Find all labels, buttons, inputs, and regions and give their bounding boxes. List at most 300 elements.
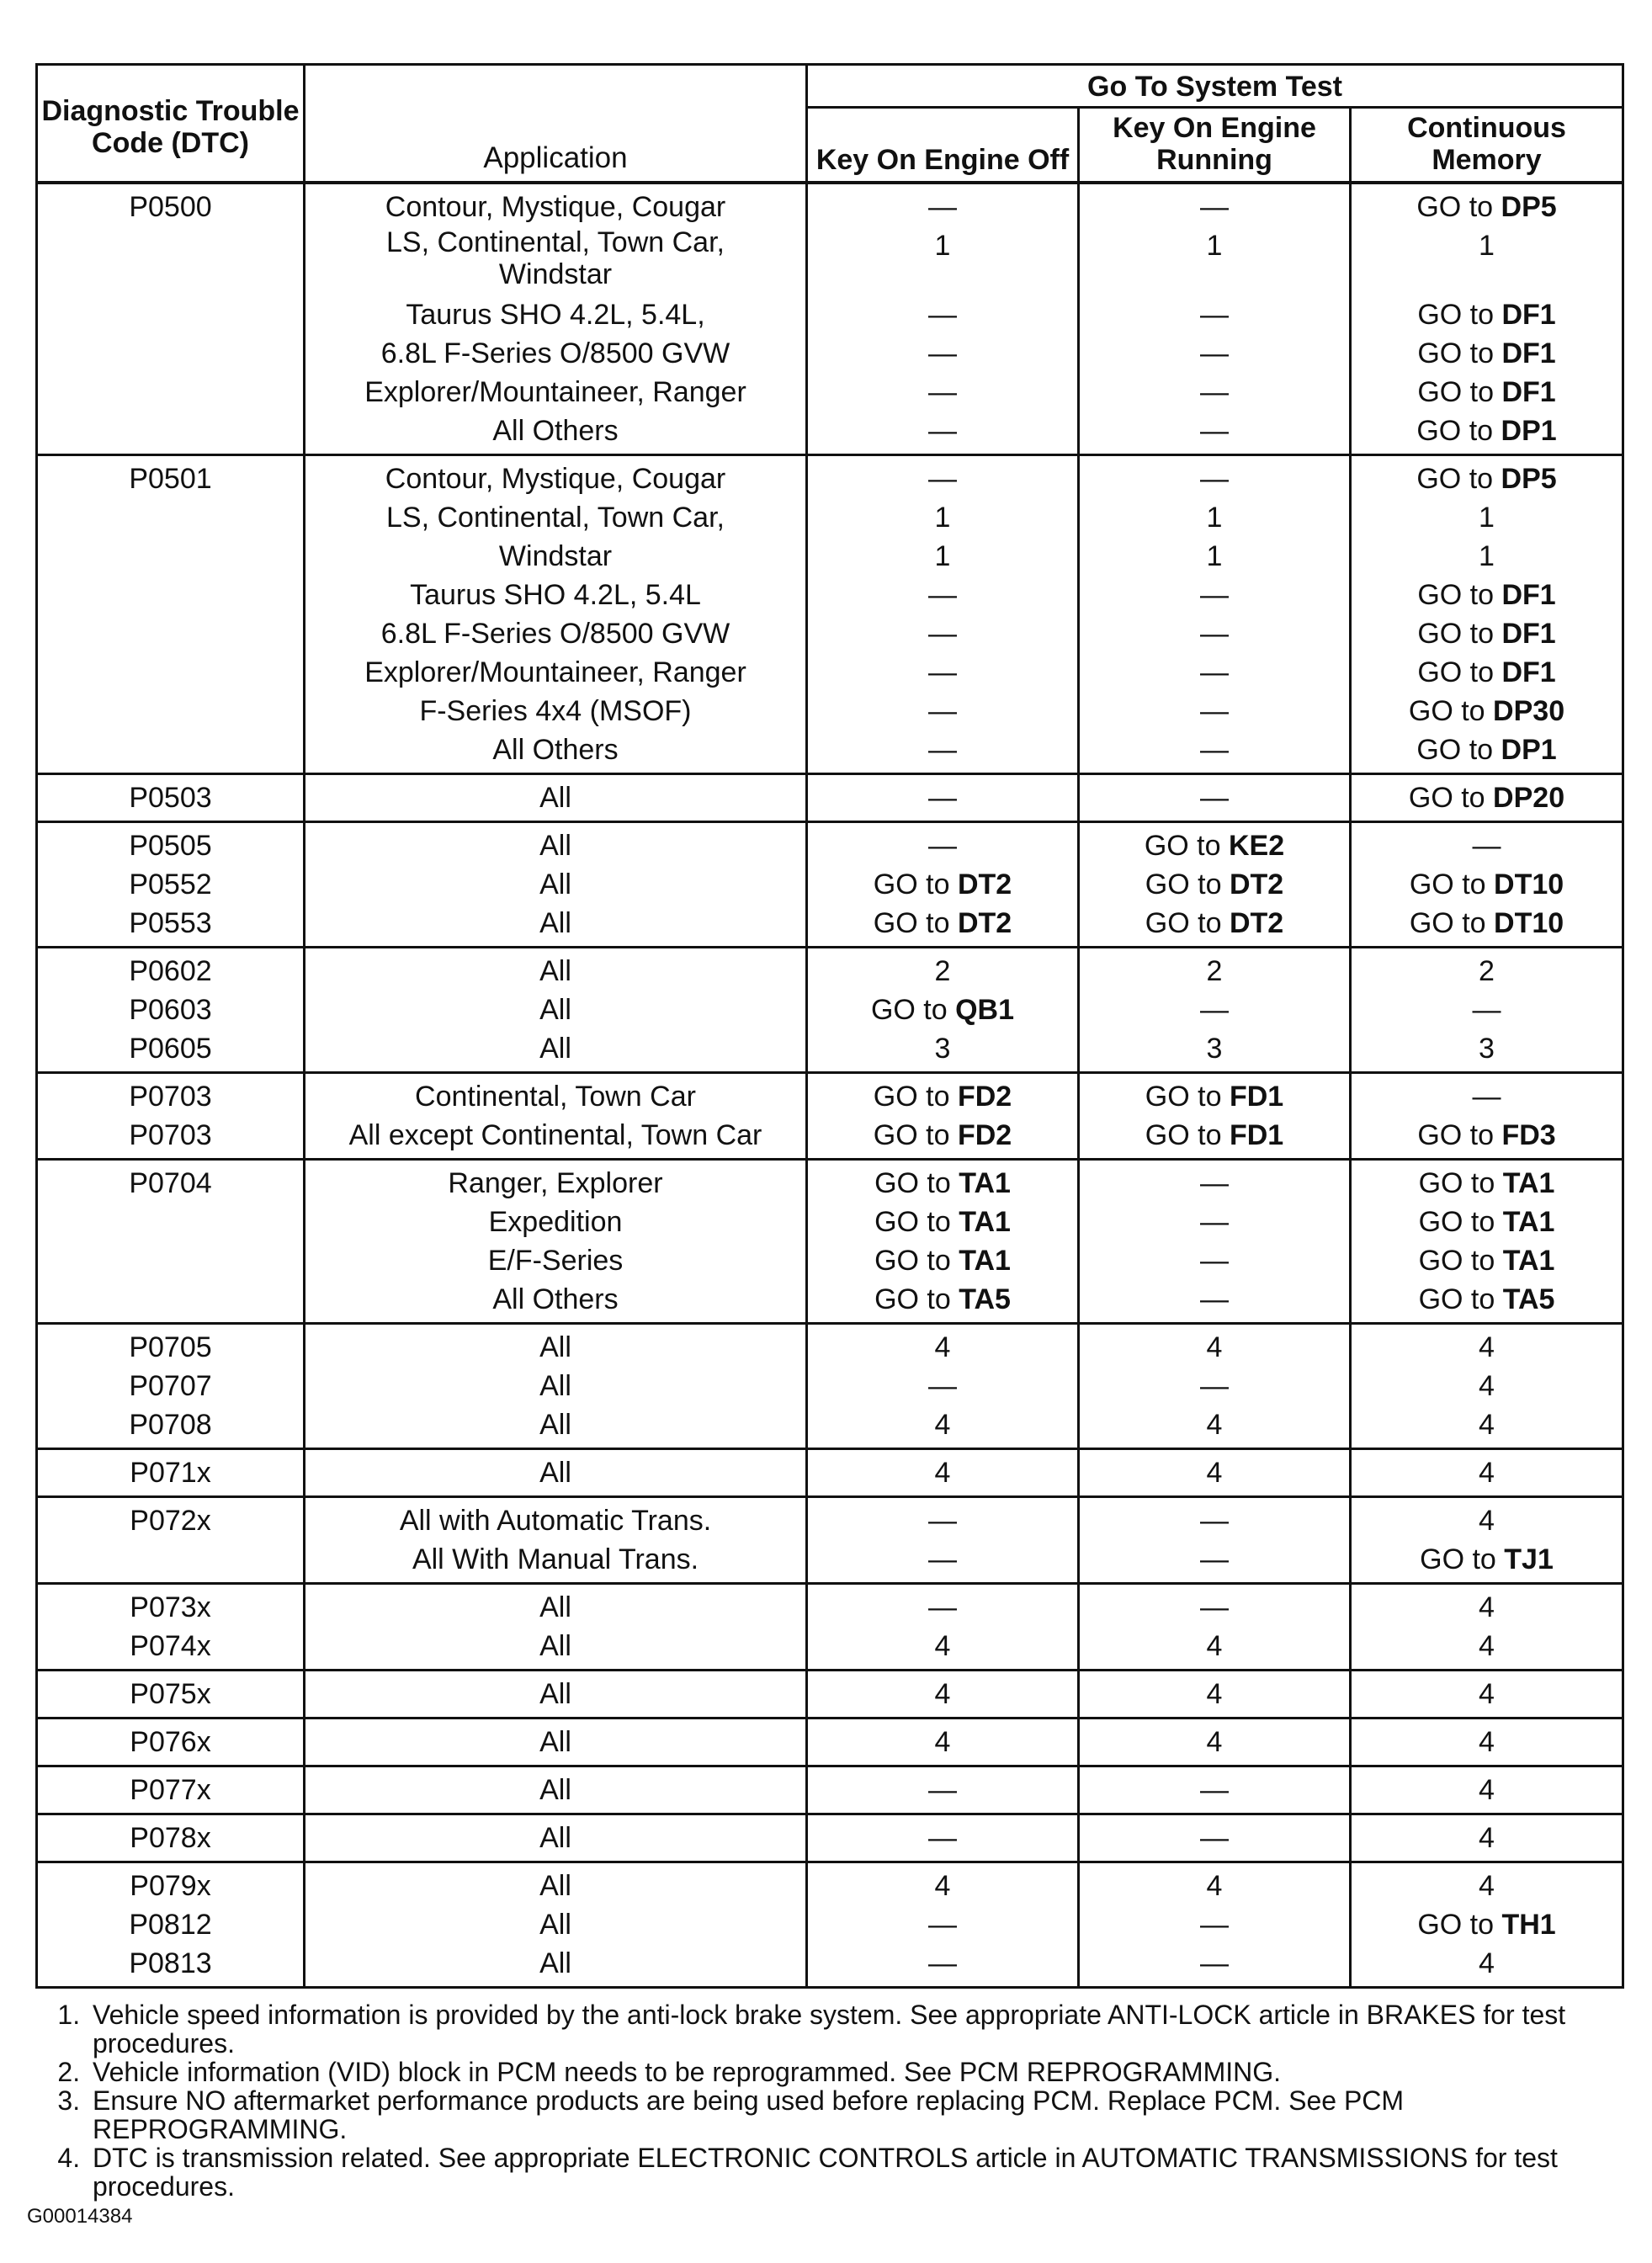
dtc-code: P078x: [37, 1814, 305, 1862]
cell-koeo: 4: [807, 1324, 1079, 1368]
application: All: [305, 1862, 807, 1906]
header-koeo: Key On Engine Off: [807, 108, 1079, 183]
application: All: [305, 1367, 807, 1405]
test-target: DP5: [1501, 463, 1557, 495]
application: All: [305, 1584, 807, 1628]
test-target: DT2: [1229, 869, 1284, 900]
header-system-test: Go To System Test: [807, 65, 1623, 108]
dtc-group: [37, 1584, 1623, 1671]
application: Contour, Mystique, Cougar: [305, 455, 807, 499]
table-row: [37, 373, 1623, 412]
cell-koeo: 1: [807, 537, 1079, 576]
application: Taurus SHO 4.2L, 5.4L: [305, 576, 807, 614]
application: All Others: [305, 412, 807, 455]
test-target: DF1: [1501, 337, 1556, 369]
cell-koeo: 1: [807, 498, 1079, 537]
dtc-code: [37, 1280, 305, 1324]
cell-cm: —: [1351, 991, 1623, 1029]
table-row: [37, 948, 1623, 991]
cell-cm: 4: [1351, 1405, 1623, 1449]
dtc-code: [37, 1203, 305, 1241]
dtc-code: P0812: [37, 1905, 305, 1944]
cell-cm: 4: [1351, 1449, 1623, 1497]
dtc-group: [37, 1718, 1623, 1766]
test-target: FD1: [1229, 1081, 1284, 1113]
table-row: [37, 1160, 1623, 1203]
cell-koeo: 4: [807, 1671, 1079, 1718]
cell-koer: 4: [1079, 1627, 1351, 1671]
dtc-group: [37, 1814, 1623, 1862]
cell-cm: —: [1351, 1073, 1623, 1117]
cell-koeo: —: [807, 1766, 1079, 1814]
footnote: 1. Vehicle speed information is provided by the anti-lock brake system. See appropriate ANTI-LOCK article in BRAKES for test procedures.: [88, 2000, 1602, 2058]
test-target: FD1: [1229, 1119, 1284, 1151]
table-row: [37, 1814, 1623, 1862]
table-row: [37, 537, 1623, 576]
application: All Others: [305, 730, 807, 774]
application: All Others: [305, 1280, 807, 1324]
table-row: [37, 991, 1623, 1029]
cell-cm: 4: [1351, 1814, 1623, 1862]
dtc-group: [37, 1766, 1623, 1814]
cell-koeo: —: [807, 822, 1079, 866]
cell-koer: 4: [1079, 1718, 1351, 1766]
cell-cm: [1351, 576, 1623, 614]
goto-label: GO to: [1418, 1283, 1495, 1315]
dtc-code: P0505: [37, 822, 305, 866]
table-row: [37, 498, 1623, 537]
cell-cm: [1351, 774, 1623, 822]
cell-cm: 1: [1351, 537, 1623, 576]
application: Ranger, Explorer: [305, 1160, 807, 1203]
goto-label: GO to: [1417, 299, 1495, 331]
goto-label: GO to: [1417, 1119, 1495, 1151]
goto-label: GO to: [1417, 1909, 1495, 1941]
cell-cm: [1351, 730, 1623, 774]
cell-cm: 4: [1351, 1367, 1623, 1405]
application: Taurus SHO 4.2L, 5.4L,: [305, 295, 807, 334]
dtc-group: [37, 1671, 1623, 1718]
dtc-code: [37, 498, 305, 537]
dtc-group: [37, 183, 1623, 455]
dtc-table: [35, 63, 1624, 1989]
cell-koer: —: [1079, 1280, 1351, 1324]
application: All With Manual Trans.: [305, 1540, 807, 1584]
cell-cm: [1351, 295, 1623, 334]
cell-koer: 4: [1079, 1671, 1351, 1718]
cell-cm: 1: [1351, 226, 1623, 295]
cell-cm: [1351, 692, 1623, 730]
cell-koer: —: [1079, 576, 1351, 614]
dtc-code: P0603: [37, 991, 305, 1029]
table-row: [37, 1862, 1623, 1906]
cell-koer: —: [1079, 774, 1351, 822]
test-target: TA1: [959, 1245, 1011, 1277]
application: All: [305, 1718, 807, 1766]
figure-id: G00014384: [27, 2205, 133, 2228]
cell-koeo: —: [807, 373, 1079, 412]
cell-koeo: —: [807, 334, 1079, 373]
test-target: TA5: [1502, 1283, 1555, 1315]
goto-label: GO to: [1409, 907, 1486, 939]
goto-label: GO to: [1416, 463, 1494, 495]
cell-koeo: 4: [807, 1627, 1079, 1671]
cell-koeo: —: [807, 730, 1079, 774]
cell-koeo: —: [807, 1944, 1079, 1988]
application: Continental, Town Car: [305, 1073, 807, 1117]
dtc-code: P075x: [37, 1671, 305, 1718]
document: [35, 63, 1622, 2201]
cell-koeo: —: [807, 774, 1079, 822]
cell-cm: 4: [1351, 1718, 1623, 1766]
dtc-group: [37, 1862, 1623, 1988]
goto-label: GO to: [1145, 1119, 1222, 1151]
table-row: [37, 1944, 1623, 1988]
cell-koer: [1079, 822, 1351, 866]
test-target: DF1: [1501, 376, 1556, 408]
table-row: [37, 774, 1623, 822]
dtc-code: P071x: [37, 1449, 305, 1497]
dtc-code: P0602: [37, 948, 305, 991]
test-target: TA1: [1502, 1167, 1555, 1199]
table-row: [37, 1367, 1623, 1405]
application: All: [305, 1324, 807, 1368]
cell-koeo: —: [807, 1905, 1079, 1944]
cell-koeo: —: [807, 653, 1079, 692]
cell-koeo: [807, 1241, 1079, 1280]
application: All except Continental, Town Car: [305, 1116, 807, 1160]
goto-label: GO to: [874, 1283, 951, 1315]
application: All: [305, 774, 807, 822]
table-row: [37, 455, 1623, 499]
application: All: [305, 1449, 807, 1497]
cell-koer: [1079, 904, 1351, 948]
cell-cm: [1351, 1241, 1623, 1280]
dtc-code: P0703: [37, 1116, 305, 1160]
footnote: 4. DTC is transmission related. See appropriate ELECTRONIC CONTROLS article in AUTOMATIC TRANSMISSIONS for test procedures.: [88, 2143, 1602, 2201]
dtc-group: [37, 822, 1623, 948]
table-row: [37, 1203, 1623, 1241]
test-target: DT2: [957, 869, 1012, 900]
table-row: [37, 1905, 1623, 1944]
cell-koeo: [807, 1203, 1079, 1241]
dtc-code: P0707: [37, 1367, 305, 1405]
cell-koer: 1: [1079, 498, 1351, 537]
cell-koer: —: [1079, 373, 1351, 412]
dtc-code: P0501: [37, 455, 305, 499]
dtc-code: P079x: [37, 1862, 305, 1906]
cell-koer: [1079, 865, 1351, 904]
test-target: DF1: [1501, 579, 1556, 611]
application: All: [305, 1944, 807, 1988]
cell-koeo: [807, 1116, 1079, 1160]
test-target: DT2: [1229, 907, 1284, 939]
application: Windstar: [305, 537, 807, 576]
dtc-group: [37, 455, 1623, 774]
cell-cm: —: [1351, 822, 1623, 866]
dtc-code: [37, 692, 305, 730]
dtc-code: [37, 334, 305, 373]
cell-koeo: [807, 865, 1079, 904]
cell-koer: —: [1079, 1540, 1351, 1584]
dtc-code: P072x: [37, 1497, 305, 1541]
cell-cm: [1351, 412, 1623, 455]
cell-cm: 2: [1351, 948, 1623, 991]
dtc-code: [37, 537, 305, 576]
dtc-code: P0708: [37, 1405, 305, 1449]
test-target: TJ1: [1504, 1543, 1554, 1575]
application: All: [305, 991, 807, 1029]
goto-label: GO to: [1416, 191, 1494, 223]
cell-cm: [1351, 1280, 1623, 1324]
goto-label: GO to: [1145, 907, 1222, 939]
cell-cm: [1351, 904, 1623, 948]
cell-koer: 3: [1079, 1029, 1351, 1073]
cell-cm: 4: [1351, 1497, 1623, 1541]
cell-koer: —: [1079, 1497, 1351, 1541]
cell-koeo: [807, 991, 1079, 1029]
cell-cm: [1351, 334, 1623, 373]
test-target: TA5: [959, 1283, 1011, 1315]
dtc-code: P0605: [37, 1029, 305, 1073]
cell-cm: 3: [1351, 1029, 1623, 1073]
test-target: DP1: [1501, 415, 1557, 447]
goto-label: GO to: [1416, 415, 1494, 447]
test-target: DF1: [1501, 618, 1556, 650]
goto-label: GO to: [1145, 1081, 1222, 1113]
cell-koer: —: [1079, 991, 1351, 1029]
goto-label: GO to: [874, 1245, 951, 1277]
dtc-code: P0552: [37, 865, 305, 904]
table-row: [37, 183, 1623, 226]
test-target: TA1: [1502, 1245, 1555, 1277]
goto-label: GO to: [873, 869, 950, 900]
dtc-code: [37, 226, 305, 295]
footnotes: [35, 2000, 1602, 2201]
cell-koeo: —: [807, 412, 1079, 455]
cell-koer: —: [1079, 334, 1351, 373]
goto-label: GO to: [1416, 734, 1494, 766]
dtc-group: [37, 1073, 1623, 1160]
application: All: [305, 822, 807, 866]
dtc-code: [37, 373, 305, 412]
table-row: [37, 1718, 1623, 1766]
cell-cm: [1351, 183, 1623, 226]
cell-koeo: 4: [807, 1862, 1079, 1906]
dtc-group: [37, 774, 1623, 822]
goto-label: GO to: [874, 1167, 951, 1199]
table-row: [37, 1584, 1623, 1628]
dtc-group: [37, 1449, 1623, 1497]
cell-koeo: [807, 1160, 1079, 1203]
table-row: [37, 1324, 1623, 1368]
table-row: [37, 576, 1623, 614]
goto-label: GO to: [1417, 337, 1495, 369]
goto-label: GO to: [1417, 579, 1495, 611]
cell-koer: —: [1079, 1203, 1351, 1241]
application: All: [305, 1029, 807, 1073]
test-target: DP20: [1493, 782, 1565, 814]
cell-koeo: [807, 904, 1079, 948]
application: All with Automatic Trans.: [305, 1497, 807, 1541]
cell-koer: —: [1079, 1160, 1351, 1203]
cell-koeo: —: [807, 1584, 1079, 1628]
goto-label: GO to: [873, 1119, 950, 1151]
test-target: DT2: [957, 907, 1012, 939]
cell-koer: —: [1079, 1584, 1351, 1628]
cell-koeo: —: [807, 1497, 1079, 1541]
goto-label: GO to: [1145, 869, 1222, 900]
table-header: [37, 65, 1623, 183]
dtc-group: [37, 1497, 1623, 1584]
cell-koer: —: [1079, 412, 1351, 455]
test-target: FD3: [1501, 1119, 1556, 1151]
test-target: TA1: [959, 1167, 1011, 1199]
test-target: DF1: [1501, 299, 1556, 331]
header-continuous-memory: Continuous Memory: [1351, 108, 1623, 183]
application: All: [305, 948, 807, 991]
application: Contour, Mystique, Cougar: [305, 183, 807, 226]
cell-koer: —: [1079, 1367, 1351, 1405]
table-row: [37, 1449, 1623, 1497]
application: Explorer/Mountaineer, Ranger: [305, 373, 807, 412]
goto-label: GO to: [870, 994, 948, 1026]
cell-koeo: 1: [807, 226, 1079, 295]
test-target: DF1: [1501, 656, 1556, 688]
cell-koer: —: [1079, 730, 1351, 774]
application: 6.8L F-Series O/8500 GVW: [305, 334, 807, 373]
test-target: TA1: [1502, 1206, 1555, 1238]
goto-label: GO to: [1418, 1245, 1495, 1277]
cell-koeo: —: [807, 455, 1079, 499]
table-row: [37, 865, 1623, 904]
application: Expedition: [305, 1203, 807, 1241]
cell-cm: [1351, 865, 1623, 904]
table-row: [37, 1671, 1623, 1718]
dtc-code: P0705: [37, 1324, 305, 1368]
table-row: [37, 1029, 1623, 1073]
application: LS, Continental, Town Car,: [305, 498, 807, 537]
cell-koeo: —: [807, 183, 1079, 226]
dtc-code: [37, 1241, 305, 1280]
dtc-code: P076x: [37, 1718, 305, 1766]
cell-cm: 4: [1351, 1627, 1623, 1671]
goto-label: GO to: [874, 1206, 951, 1238]
table-row: [37, 334, 1623, 373]
cell-cm: [1351, 373, 1623, 412]
table-row: [37, 295, 1623, 334]
test-target: DT10: [1494, 907, 1564, 939]
footnote: 2. Vehicle information (VID) block in PCM needs to be reprogrammed. See PCM REPROGRAMMING.: [88, 2058, 1602, 2086]
application: All: [305, 904, 807, 948]
test-target: DP1: [1501, 734, 1557, 766]
header-dtc: Diagnostic Trouble Code (DTC): [37, 65, 305, 183]
dtc-group: [37, 1160, 1623, 1324]
application: All: [305, 1671, 807, 1718]
cell-koeo: [807, 1280, 1079, 1324]
cell-koer: —: [1079, 295, 1351, 334]
cell-koer: 4: [1079, 1449, 1351, 1497]
dtc-code: [37, 576, 305, 614]
cell-koer: 2: [1079, 948, 1351, 991]
cell-koer: —: [1079, 1766, 1351, 1814]
dtc-group: [37, 948, 1623, 1073]
cell-koer: —: [1079, 183, 1351, 226]
table-row: [37, 1627, 1623, 1671]
dtc-code: P077x: [37, 1766, 305, 1814]
dtc-code: P073x: [37, 1584, 305, 1628]
dtc-code: P0704: [37, 1160, 305, 1203]
application: All: [305, 1766, 807, 1814]
cell-koeo: [807, 1073, 1079, 1117]
cell-cm: [1351, 1116, 1623, 1160]
goto-label: GO to: [1409, 869, 1486, 900]
cell-cm: [1351, 455, 1623, 499]
dtc-code: [37, 412, 305, 455]
table-row: [37, 614, 1623, 653]
dtc-code: [37, 730, 305, 774]
table-row: [37, 1405, 1623, 1449]
goto-label: GO to: [1418, 1167, 1495, 1199]
table-row: [37, 1073, 1623, 1117]
cell-cm: 4: [1351, 1584, 1623, 1628]
cell-cm: 4: [1351, 1324, 1623, 1368]
test-target: TH1: [1501, 1909, 1556, 1941]
cell-cm: [1351, 653, 1623, 692]
cell-koer: 1: [1079, 226, 1351, 295]
cell-koeo: —: [807, 614, 1079, 653]
goto-label: GO to: [1417, 376, 1495, 408]
test-target: DP5: [1501, 191, 1557, 223]
goto-label: GO to: [1408, 695, 1485, 727]
cell-koer: —: [1079, 1905, 1351, 1944]
dtc-code: P0703: [37, 1073, 305, 1117]
table-row: [37, 1497, 1623, 1541]
application: All: [305, 1814, 807, 1862]
dtc-code: [37, 653, 305, 692]
cell-koeo: 4: [807, 1449, 1079, 1497]
goto-label: GO to: [1417, 618, 1495, 650]
cell-koer: —: [1079, 1944, 1351, 1988]
test-target: FD2: [957, 1081, 1012, 1113]
goto-label: GO to: [873, 907, 950, 939]
table-row: [37, 1116, 1623, 1160]
test-target: DT10: [1494, 869, 1564, 900]
footnote: 3. Ensure NO aftermarket performance products are being used before replacing PCM. Replace PCM. See PCM REPROGRAMMING.: [88, 2086, 1602, 2143]
cell-koer: —: [1079, 614, 1351, 653]
dtc-code: P074x: [37, 1627, 305, 1671]
test-target: KE2: [1229, 830, 1285, 862]
application: 6.8L F-Series O/8500 GVW: [305, 614, 807, 653]
cell-koeo: —: [807, 295, 1079, 334]
cell-koeo: 2: [807, 948, 1079, 991]
cell-koer: —: [1079, 1814, 1351, 1862]
goto-label: GO to: [1418, 1206, 1495, 1238]
table-row: [37, 1540, 1623, 1584]
test-target: QB1: [955, 994, 1015, 1026]
cell-koer: —: [1079, 653, 1351, 692]
test-target: FD2: [957, 1119, 1012, 1151]
table-row: [37, 730, 1623, 774]
cell-cm: 4: [1351, 1766, 1623, 1814]
application: All: [305, 1627, 807, 1671]
cell-cm: [1351, 1160, 1623, 1203]
cell-cm: [1351, 614, 1623, 653]
cell-koer: 4: [1079, 1862, 1351, 1906]
cell-cm: 1: [1351, 498, 1623, 537]
test-target: TA1: [959, 1206, 1011, 1238]
dtc-code: P0553: [37, 904, 305, 948]
